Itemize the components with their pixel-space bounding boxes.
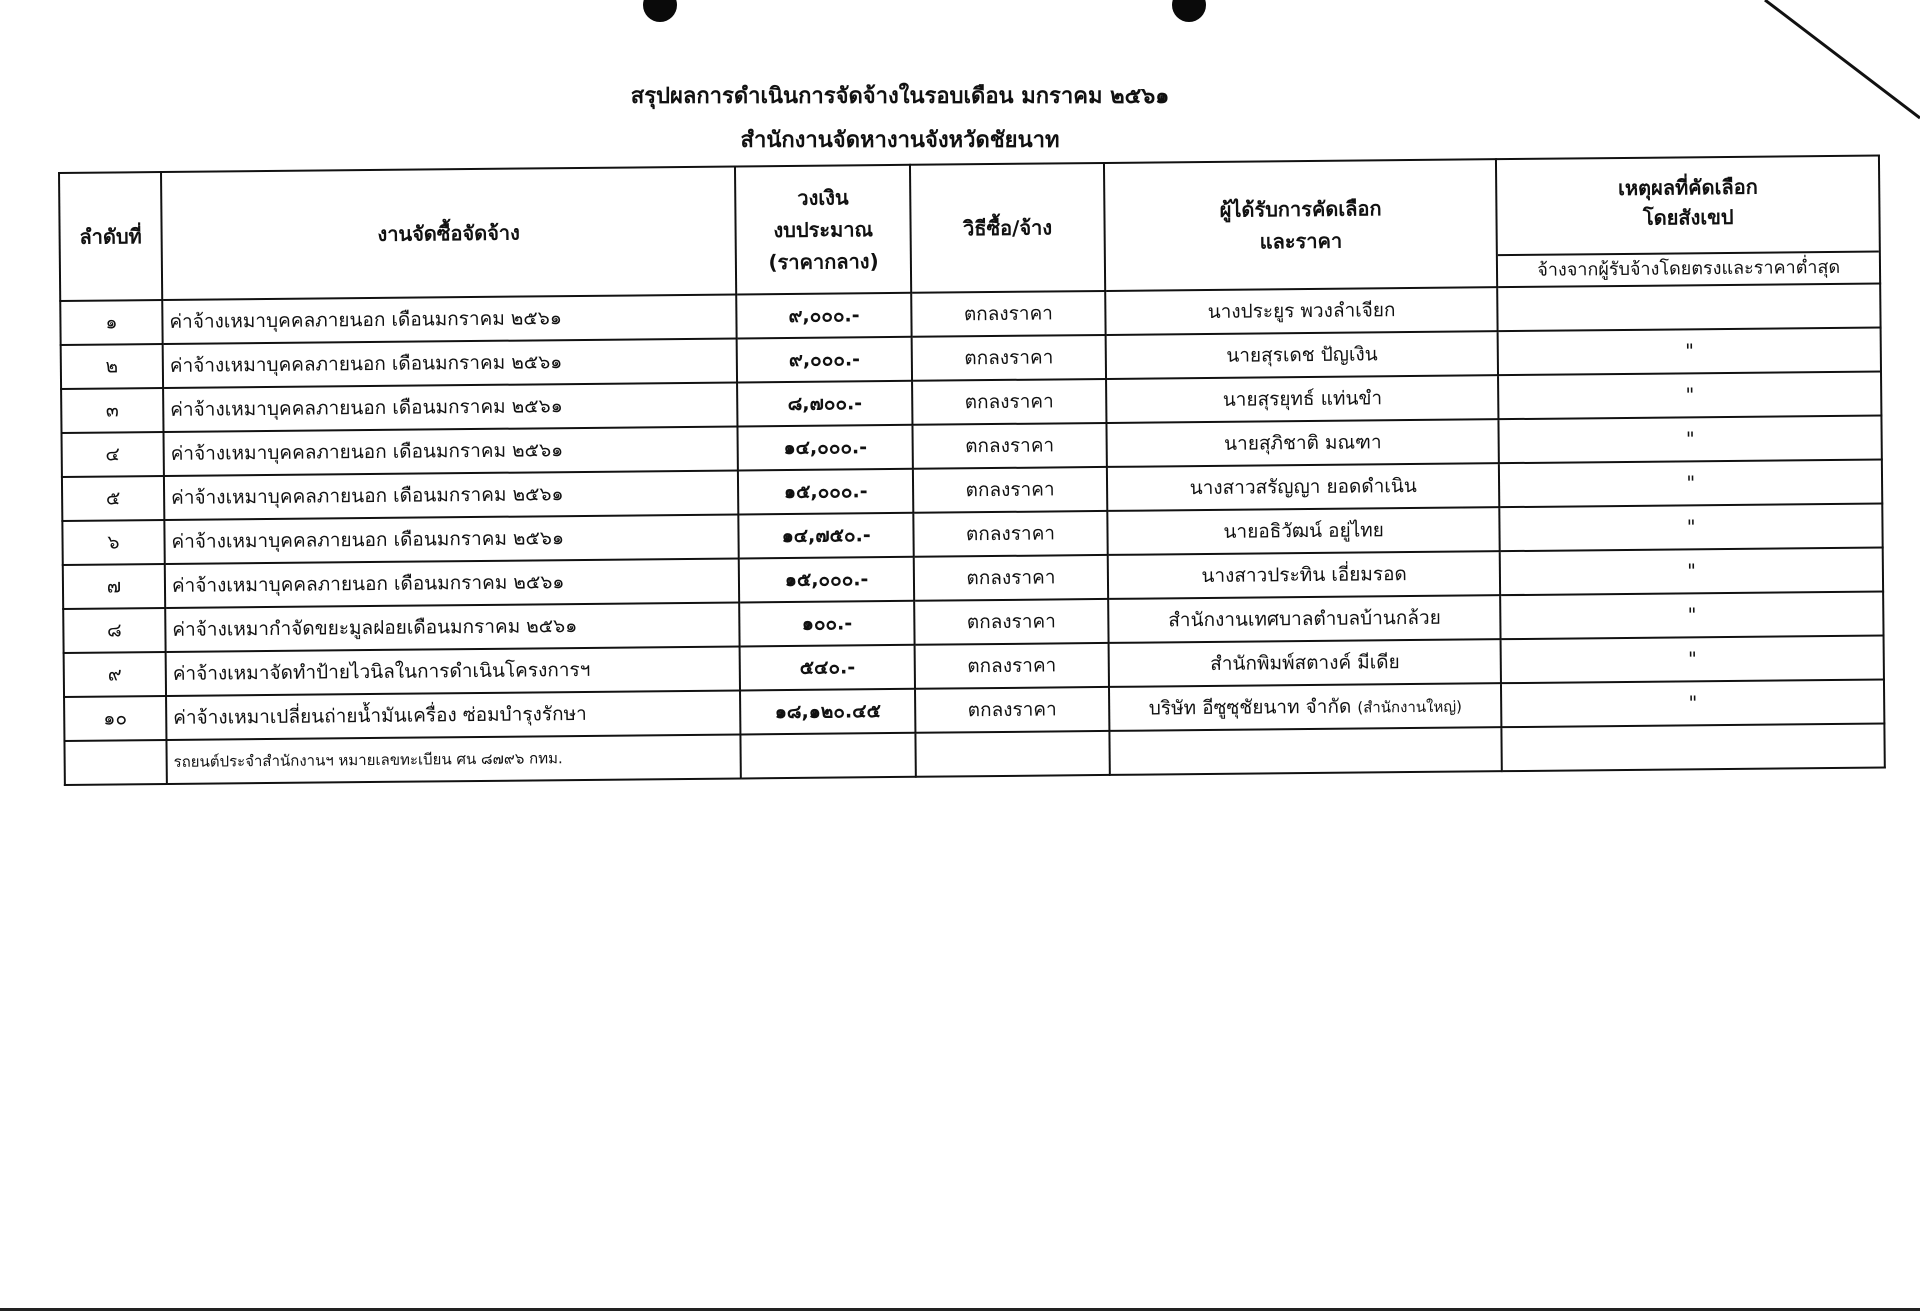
cell-budget: ๑๕,๐๐๐.- (738, 469, 913, 515)
cell-reason: " (1500, 504, 1883, 552)
winner-name: นายสุรเดช ปัญเงิน (1226, 343, 1378, 367)
cell-reason: " (1501, 591, 1884, 639)
cell-method: ตกลงราคา (915, 687, 1109, 733)
cell-winner (1105, 287, 1498, 335)
cell-reason: " (1500, 548, 1883, 596)
cell-no: ๑๐ (64, 696, 166, 741)
page-title: สรุปผลการดำเนินการจัดจ้างในรอบเดือน มกราคม ๒๕๖๑ (630, 84, 1170, 109)
cell-empty (64, 740, 166, 785)
col-header-method: วิธีซื้อ/จ้าง (910, 163, 1105, 293)
cell-method: ตกลงราคา (912, 379, 1106, 425)
cell-winner (1108, 551, 1501, 599)
cell-no: ๕ (62, 476, 164, 521)
cell-budget: ๘,๗๐๐.- (737, 381, 912, 427)
cell-no: ๖ (62, 520, 164, 565)
col-header-no: ลำดับที่ (59, 172, 162, 301)
cell-method: ตกลงราคา (914, 599, 1108, 645)
cell-winner (1108, 639, 1501, 687)
page-subtitle: สำนักงานจัดหางานจังหวัดชัยนาท (740, 128, 1060, 153)
cell-no: ๙ (64, 652, 166, 697)
cell-winner (1109, 683, 1502, 731)
cell-method: ตกลงราคา (915, 643, 1109, 689)
cell-budget: ๑๔,๐๐๐.- (738, 425, 913, 471)
col-header-item: งานจัดซื้อจัดจ้าง (161, 166, 736, 300)
cell-no: ๑ (60, 300, 162, 345)
cell-no: ๘ (63, 608, 165, 653)
cell-budget: ๑๕,๐๐๐.- (739, 557, 914, 603)
col-header-reason: เหตุผลที่คัดเลือก โดยสังเขป จ้างจากผู้รับจ้างโดยตรงและราคาต่ำสุด (1496, 156, 1880, 288)
cell-empty (916, 731, 1110, 777)
cell-item: ค่าจ้างเหมาบุคคลภายนอก เดือนมกราคม ๒๕๖๑ (162, 294, 737, 344)
cell-reason: " (1499, 416, 1882, 464)
table-header-row (59, 156, 1880, 301)
winner-name: นายสุรยุทธ์ แท่นขำ (1222, 387, 1383, 411)
cell-reason (1498, 284, 1881, 332)
winner-name: บริษัท อีซูซุชัยนาท จำกัด (1148, 695, 1352, 720)
cell-budget: ๕๔๐.- (740, 645, 915, 691)
cell-budget: ๙,๐๐๐.- (737, 337, 912, 383)
cell-item: ค่าจ้างเหมาจัดทำป้ายไวนิลในการดำเนินโครงการฯ (166, 646, 741, 696)
cell-method: ตกลงราคา (913, 423, 1107, 469)
col-header-winner: ผู้ได้รับการคัดเลือก และราคา (1104, 159, 1498, 291)
cell-method: ตกลงราคา (913, 467, 1107, 513)
cell-empty (741, 733, 916, 779)
cell-winner (1108, 595, 1501, 643)
cell-winner (1107, 463, 1500, 511)
cell-empty (1502, 723, 1885, 771)
cell-winner (1107, 507, 1500, 555)
cell-item-continuation: รถยนต์ประจำสำนักงานฯ หมายเลขทะเบียน ศน ๘๗๙๖ กทม. (166, 734, 741, 784)
cell-method: ตกลงราคา (912, 335, 1106, 381)
reason-first-entry: จ้างจากผู้รับจ้างโดยตรงและราคาต่ำสุด (1498, 251, 1879, 287)
cell-reason: " (1501, 635, 1884, 683)
cell-item: ค่าจ้างเหมาบุคคลภายนอก เดือนมกราคม ๒๕๖๑ (163, 338, 738, 388)
page-bottom-edge (0, 1308, 1920, 1311)
cell-no: ๔ (62, 432, 164, 477)
cell-item: ค่าจ้างเหมาบุคคลภายนอก เดือนมกราคม ๒๕๖๑ (163, 426, 738, 476)
cell-winner (1106, 331, 1499, 379)
cell-item: ค่าจ้างเหมากำจัดขยะมูลฝอยเดือนมกราคม ๒๕๖๑ (165, 602, 740, 652)
cell-method: ตกลงราคา (913, 511, 1107, 557)
cell-method: ตกลงราคา (914, 555, 1108, 601)
cell-item: ค่าจ้างเหมาบุคคลภายนอก เดือนมกราคม ๒๕๖๑ (163, 382, 738, 432)
winner-note: (สำนักงานใหญ่) (1357, 697, 1463, 717)
cell-budget: ๑๔,๗๕๐.- (739, 513, 914, 559)
cell-winner (1106, 419, 1499, 467)
cell-reason: " (1499, 460, 1882, 508)
col-header-budget: วงเงิน งบประมาณ (ราคากลาง) (735, 165, 911, 295)
cell-item: ค่าจ้างเหมาบุคคลภายนอก เดือนมกราคม ๒๕๖๑ (164, 514, 739, 564)
cell-reason: " (1501, 679, 1884, 727)
cell-winner (1106, 375, 1499, 423)
cell-reason: " (1498, 328, 1881, 376)
cell-no: ๓ (61, 388, 163, 433)
cell-no: ๒ (61, 344, 163, 389)
cell-method: ตกลงราคา (911, 291, 1105, 337)
cell-empty (1109, 727, 1502, 775)
procurement-table (58, 155, 1886, 786)
winner-name: นายสุภิชาติ มณฑา (1224, 431, 1382, 455)
cell-item: ค่าจ้างเหมาบุคคลภายนอก เดือนมกราคม ๒๕๖๑ (165, 558, 740, 608)
scan-corner-line (0, 0, 1920, 140)
cell-item: ค่าจ้างเหมาบุคคลภายนอก เดือนมกราคม ๒๕๖๑ (164, 470, 739, 520)
cell-no: ๗ (63, 564, 165, 609)
cell-reason: " (1498, 372, 1881, 420)
cell-item: ค่าจ้างเหมาเปลี่ยนถ่ายน้ำมันเครื่อง ซ่อมบำรุงรักษา (166, 690, 741, 740)
winner-name: นางสาวประทิน เอี่ยมรอด (1201, 563, 1407, 588)
winner-name: สำนักงานเทศบาลตำบลบ้านกล้วย (1168, 606, 1441, 632)
winner-name: นางประยูร พวงลำเจียก (1207, 299, 1396, 323)
cell-budget: ๙,๐๐๐.- (736, 293, 911, 339)
cell-budget: ๑๐๐.- (739, 601, 914, 647)
cell-budget: ๑๘,๑๒๐.๔๕ (740, 689, 915, 735)
winner-name: นายอธิวัฒน์ อยู่ไทย (1223, 519, 1384, 543)
winner-name: สำนักพิมพ์สตางค์ มีเดีย (1210, 651, 1400, 675)
winner-name: นางสาวสรัญญา ยอดดำเนิน (1189, 474, 1417, 500)
